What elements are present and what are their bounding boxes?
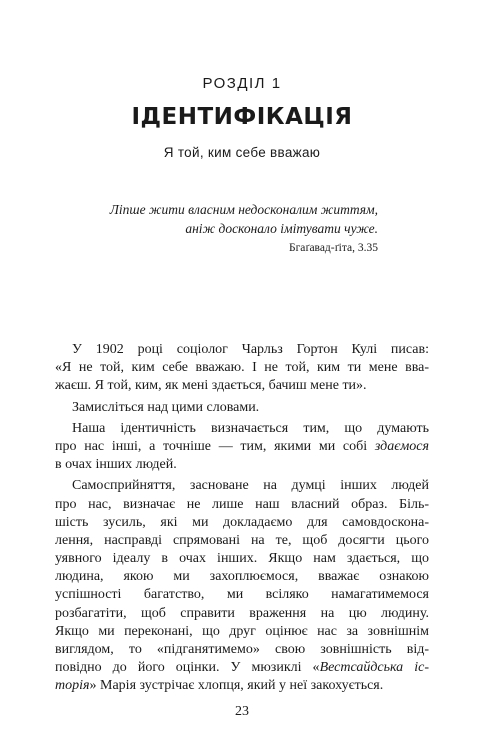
text-line: виглядом, то «підганятимемо» свою зовнішність від- (55, 642, 429, 657)
italic-text: Вестсайдська іс- (319, 660, 430, 676)
text-line: «Я не той, ким себе вважаю. І не той, ким ти мене вва- (55, 360, 429, 376)
epigraph-line: аніж досконало імітувати чуже. (185, 221, 378, 236)
chapter-label: РОЗДІЛ 1 (202, 75, 282, 92)
page-number: 23 (235, 704, 249, 719)
text-line: Наша ідентичність визначається тим, що думають (72, 420, 429, 436)
italic-text: торія (55, 678, 90, 694)
text-line: лення, насправді спрямовані на те, щоб досягти цього (55, 532, 429, 548)
text-line (55, 677, 429, 695)
chapter-title: ІДЕНТИФІКАЦІЯ (131, 104, 353, 130)
text-line: Замисліться над цими словами. (72, 399, 260, 415)
text-line: Самосприйняття, засноване на думці інших людей (72, 478, 429, 494)
text-segment: про нас інші, а точніше — тим, якими ми собі (55, 438, 375, 454)
body-text (55, 341, 429, 696)
text-line: в очах інших людей. (55, 457, 177, 473)
text-line (55, 438, 429, 456)
epigraph-line: Ліпше жити власним недосконалим життям, (109, 202, 378, 217)
text-line: про нас, визначає не лише наш власний образ. Біль- (55, 496, 429, 512)
text-segment: повідно до його оцінки. У мюзиклі « (55, 660, 320, 676)
chapter-subtitle: Я той, ким себе вважаю (163, 145, 321, 160)
text-line: жаєш. Я той, ким, як мені здається, бачиш мене ти». (55, 378, 367, 394)
text-line: У 1902 році соціолог Чарльз Гортон Кулі писав: (72, 342, 429, 357)
text-line: шість зусиль, які ми докладаємо для самовдоскона- (55, 514, 429, 530)
epigraph-source: Бгаґавад-ґіта, 3.35 (288, 242, 378, 254)
text-line (55, 659, 429, 677)
text-line: Якщо ми переконані, що друг оцінює нас за зовнішнім (55, 623, 429, 639)
text-segment: » Марія зустрічає хлопця, який у неї закохується. (89, 678, 384, 694)
text-line: людина, якою ми захоплюємося, вважає ознакою (55, 569, 429, 585)
italic-text: здаємося (374, 438, 429, 454)
text-line: уявного ідеалу в очах інших. Якщо нам здається, що (55, 551, 429, 567)
epigraph (84, 200, 378, 258)
text-line: успішності багатство, ми всіляко намагатимемося (55, 587, 429, 603)
text-line: розбагатіти, щоб справити враження на цю людину. (55, 605, 429, 621)
